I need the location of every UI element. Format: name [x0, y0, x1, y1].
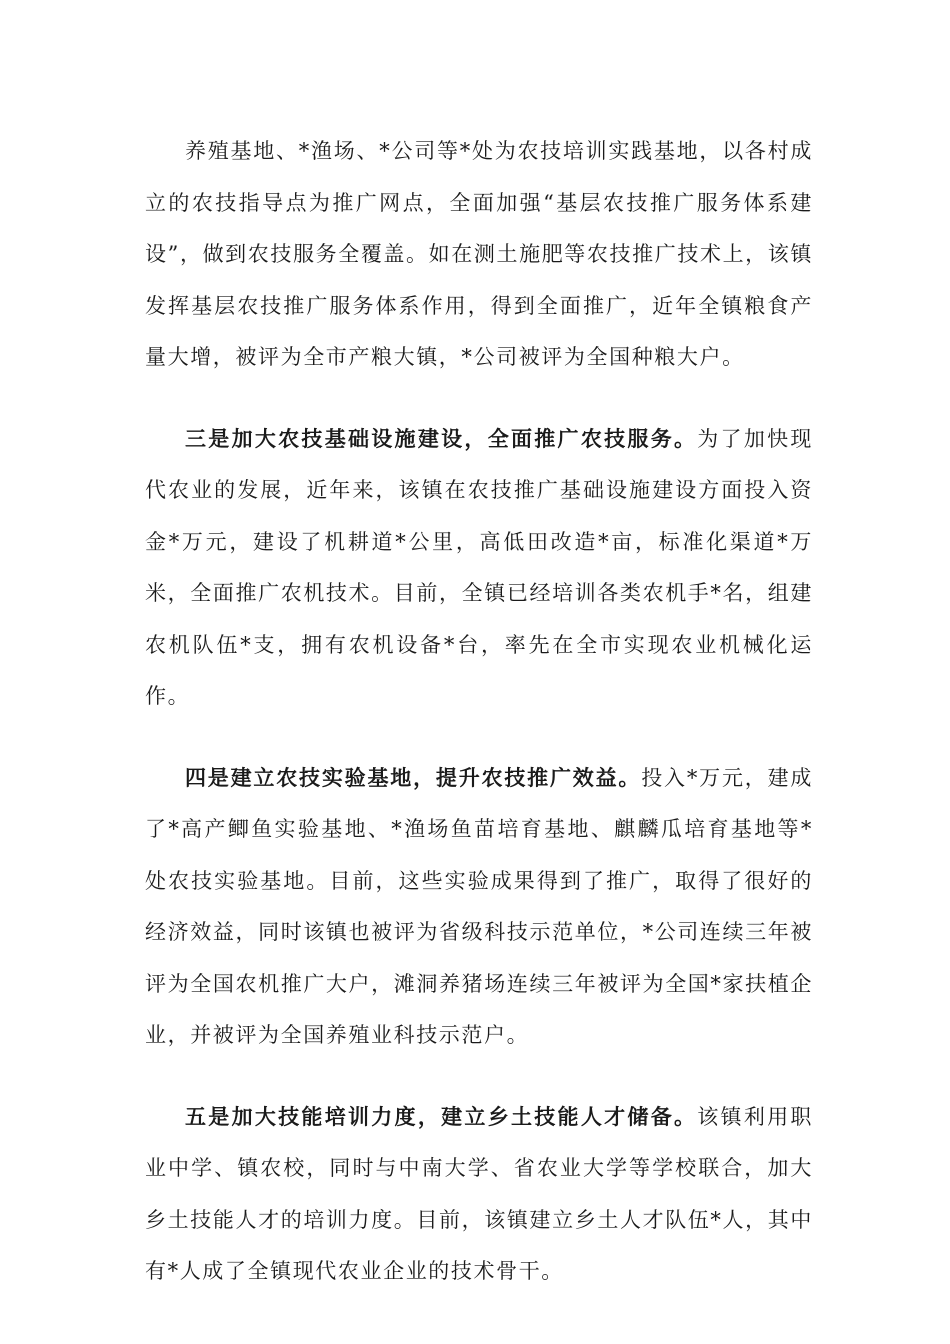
- paragraph-1: [145, 126, 813, 384]
- paragraph-2: [145, 413, 813, 723]
- paragraph-3-heading: 四是建立农技实验基地，提升农技推广效益。: [185, 764, 642, 790]
- paragraph-4-heading: 五是加大技能培训力度，建立乡土技能人才储备。: [185, 1103, 698, 1129]
- paragraph-4: [145, 1091, 813, 1298]
- paragraph-2-heading: 三是加大农技基础设施建设，全面推广农技服务。: [185, 425, 698, 451]
- paragraph-4-text: 该镇利用职业中学、镇农校，同时与中南大学、省农业大学等学校联合，加大乡土技能人才的培训力度。目前，该镇建立乡土人才队伍*人，其中有*人成了全镇现代农业企业的技术骨干。: [145, 1104, 814, 1283]
- paragraph-3: [145, 752, 813, 1062]
- document-body: [145, 126, 813, 1327]
- paragraph-1-text: 养殖基地、*渔场、*公司等*处为农技培训实践基地，以各村成立的农技指导点为推广网点，全面加强“基层农技推广服务体系建设”，做到农技服务全覆盖。如在测土施肥等农技推广技术上，该镇发挥基层农技推广服务体系作用，得到全面推广，近年全镇粮食产量大增，被评为全市产粮大镇，*公司被评为全国种粮大户。: [145, 139, 813, 369]
- paragraph-3-text: 投入*万元，建成了*高产鲫鱼实验基地、*渔场鱼苗培育基地、麒麟瓜培育基地等*处农技实验基地。目前，这些实验成果得到了推广，取得了很好的经济效益，同时该镇也被评为省级科技示范单位，*公司连续三年被评为全国农机推广大户，滩洞养猪场连续三年被评为全国*家扶植企业，并被评为全国养殖业科技示范户。: [145, 765, 813, 1047]
- paragraph-2-text: 为了加快现代农业的发展，近年来，该镇在农技推广基础设施建设方面投入资金*万元，建设了机耕道*公里，高低田改造*亩，标准化渠道*万米，全面推广农机技术。目前，全镇已经培训各类农机手*名，组建农机队伍*支，拥有农机设备*台，率先在全市实现农业机械化运作。: [145, 426, 814, 708]
